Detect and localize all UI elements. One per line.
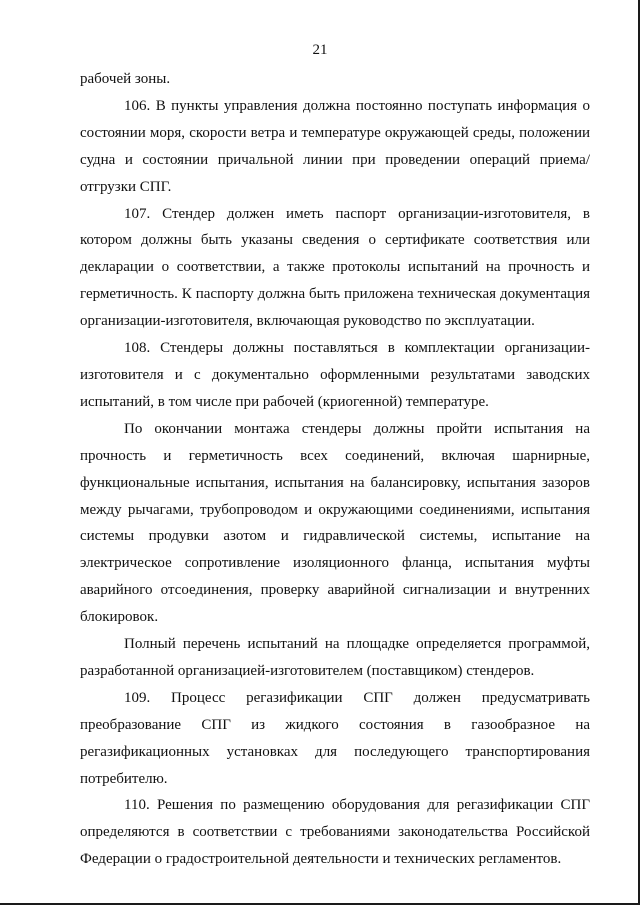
document-body	[80, 66, 590, 873]
paragraph-108-program: Полный перечень испытаний на площадке определяется программой, разработанной организацией-изготовителем (поставщиком) стендеров.	[80, 636, 590, 679]
paragraph-106: 106. В пункты управления должна постоянно поступать информация о состоянии моря, скорости ветра и температуре окружающей среды, положении судна и состоянии причальной линии при проведении операций приема/отгрузки СПГ.	[80, 97, 590, 195]
paragraph-107: 107. Стендер должен иметь паспорт организации-изготовителя, в котором должны быть указаны сведения о сертификате соответствия или декларации о соответствии, а также протоколы испытаний на прочность и герметичность. К паспорту должна быть приложена техническая документация организации-изготовителя, включающая руководство по эксплуатации.	[80, 205, 590, 330]
paragraph-continuation: рабочей зоны.	[80, 71, 171, 87]
page-number: 21	[312, 42, 328, 58]
paragraph-109: 109. Процесс регазификации СПГ должен предусматривать преобразование СПГ из жидкого состояния в газообразное на регазификационных установках для последующего транспортирования потребителю.	[80, 689, 590, 787]
paragraph-110: 110. Решения по размещению оборудования для регазификации СПГ определяются в соответствии с требованиями законодательства Российской Федерации о градостроительной деятельности и технических регламентов.	[80, 797, 590, 868]
paragraph-108-testing: По окончании монтажа стендеры должны пройти испытания на прочность и герметичность всех соединений, включая шарнирные, функциональные испытания, испытания на балансировку, испытания зазоров между рычагами, трубопроводом и окружающими соединениями, испытания системы продувки азотом и гидравлической системы, испытание на электрическое сопротивление изоляционного фланца, испытания муфты аварийного отсоединения, проверку аварийной сигнализации и внутренних блокировок.	[80, 420, 590, 626]
paragraph-108: 108. Стендеры должны поставляться в комплектации организации-изготовителя и с документально оформленными результатами заводских испытаний, в том числе при рабочей (криогенной) температуре.	[80, 340, 590, 410]
